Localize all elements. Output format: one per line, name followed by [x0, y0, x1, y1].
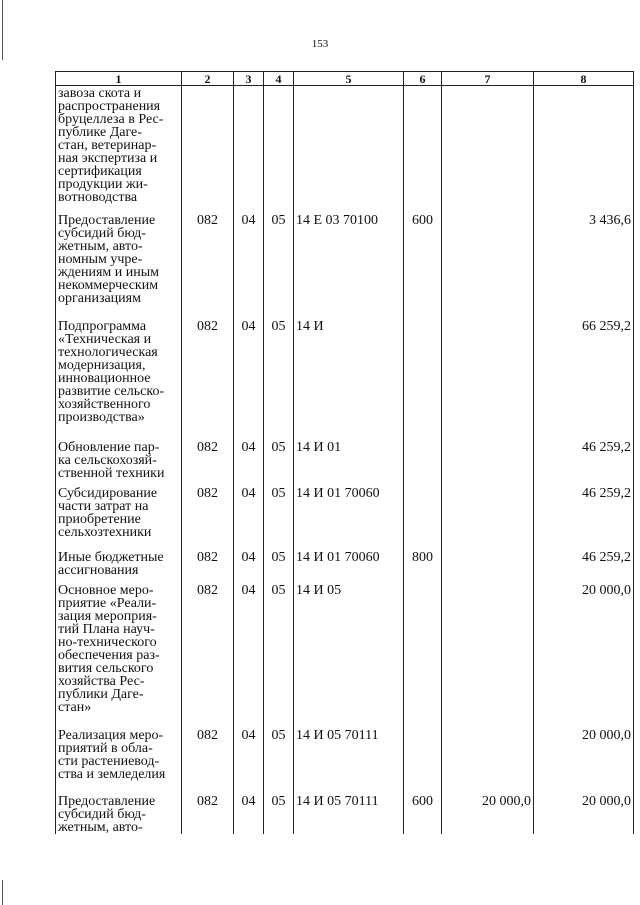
department-code-value: 082 — [197, 439, 218, 455]
department-code — [182, 548, 234, 581]
department-code-value: 082 — [197, 727, 218, 743]
row-name — [56, 581, 182, 726]
scan-margin-line — [2, 880, 3, 905]
scan-margin-line — [2, 0, 3, 60]
budget-table — [55, 71, 634, 834]
row-name-line: вития сельского — [58, 660, 154, 676]
amount-col8 — [534, 317, 634, 438]
row-name-line: некоммерческим — [58, 277, 159, 293]
row-name — [56, 317, 182, 438]
department-code — [182, 317, 234, 438]
table-row — [56, 438, 634, 484]
subsection-code — [264, 484, 294, 548]
row-name-line: развитие сельско- — [58, 383, 165, 399]
row-name-line: ственной техники — [58, 465, 165, 481]
row-name-line: стан» — [58, 699, 92, 715]
row-name-line: сти растениевод- — [58, 753, 160, 769]
expense-type-code-value: 600 — [412, 212, 433, 228]
subsection-code-value: 05 — [271, 318, 286, 334]
subsection-code-value: 05 — [271, 549, 286, 565]
subsection-code-value: 05 — [271, 727, 286, 743]
subsection-code-value: 05 — [271, 793, 286, 809]
table-row — [56, 484, 634, 548]
row-name-line: субсидий бюд- — [58, 225, 146, 241]
table-row — [56, 792, 634, 834]
expense-type-code — [404, 484, 442, 548]
department-code-value: 082 — [197, 212, 218, 228]
row-name-line: части затрат на — [58, 498, 149, 514]
row-name-line: зация мероприя- — [58, 608, 157, 624]
amount-col7 — [442, 317, 534, 438]
row-name-line: Иные бюджетные — [58, 549, 164, 565]
target-item-code — [294, 792, 404, 834]
expense-type-code — [404, 211, 442, 317]
amount-col7 — [442, 438, 534, 484]
row-name-line: ждениям и иным — [58, 264, 160, 280]
row-name-line: продукции жи- — [58, 177, 148, 192]
section-code-value: 04 — [241, 582, 256, 598]
table-header-row — [56, 72, 634, 86]
target-item-code-value: 14 И 01 — [296, 439, 342, 455]
expense-type-code — [404, 438, 442, 484]
amount-col8 — [534, 484, 634, 548]
table-row — [56, 86, 634, 211]
department-code-value: 082 — [197, 318, 218, 334]
row-name-line: публики Даге- — [58, 686, 144, 702]
row-name-line: ка сельскохозяй- — [58, 452, 157, 468]
row-name-line: сельхозтехники — [58, 524, 152, 540]
row-name-line: стан, ветеринар- — [58, 138, 157, 153]
row-name-line: ная экспертиза и — [58, 151, 158, 166]
amount-col7 — [442, 211, 534, 317]
row-name — [56, 484, 182, 548]
row-name-line: приятие «Реали- — [58, 595, 157, 611]
section-code-value: 04 — [241, 793, 256, 809]
department-code — [182, 581, 234, 726]
amount-col7 — [442, 86, 534, 211]
expense-type-code — [404, 86, 442, 211]
row-name-line: но-технического — [58, 634, 157, 650]
section-code — [234, 792, 264, 834]
department-code-value: 082 — [197, 485, 218, 501]
amount-col7 — [442, 581, 534, 726]
subsection-code — [264, 86, 294, 211]
row-name-line: публике Даге- — [58, 125, 142, 140]
amount-col8 — [534, 86, 634, 211]
row-name-line: приобретение — [58, 511, 141, 527]
table-row — [56, 548, 634, 581]
department-code — [182, 792, 234, 834]
column-header: 2 — [182, 72, 234, 86]
amount-col8-value: 46 259,2 — [582, 485, 631, 501]
department-code-value: 082 — [197, 793, 218, 809]
target-item-code — [294, 438, 404, 484]
row-name — [56, 86, 182, 211]
amount-col8-value: 3 436,6 — [589, 212, 631, 228]
section-code — [234, 581, 264, 726]
row-name-line: обеспечения раз- — [58, 647, 160, 663]
row-name-line: субсидий бюд- — [58, 806, 146, 822]
column-header: 1 — [56, 72, 182, 86]
subsection-code — [264, 548, 294, 581]
department-code — [182, 484, 234, 548]
target-item-code — [294, 211, 404, 317]
expense-type-code — [404, 792, 442, 834]
row-name-line: Основное меро- — [58, 582, 154, 598]
table-row — [56, 317, 634, 438]
row-name-line: сертификация — [58, 164, 142, 179]
target-item-code-value: 14 И — [296, 318, 324, 334]
expense-type-code-value: 600 — [412, 793, 433, 809]
expense-type-code — [404, 317, 442, 438]
column-header: 7 — [442, 72, 534, 86]
section-code — [234, 484, 264, 548]
amount-col8 — [534, 438, 634, 484]
subsection-code-value: 05 — [271, 212, 286, 228]
row-name-line: жетным, авто- — [58, 238, 143, 254]
amount-col8-value: 46 259,2 — [582, 439, 631, 455]
expense-type-code-value: 800 — [412, 549, 433, 565]
row-name — [56, 726, 182, 792]
expense-type-code — [404, 548, 442, 581]
target-item-code-value: 14 И 05 70111 — [296, 793, 379, 809]
amount-col7 — [442, 726, 534, 792]
amount-col7 — [442, 792, 534, 834]
amount-col8 — [534, 792, 634, 834]
amount-col8-value: 20 000,0 — [582, 793, 631, 809]
section-code-value: 04 — [241, 727, 256, 743]
department-code-value: 082 — [197, 549, 218, 565]
department-code — [182, 211, 234, 317]
target-item-code — [294, 548, 404, 581]
subsection-code — [264, 792, 294, 834]
section-code — [234, 548, 264, 581]
subsection-code-value: 05 — [271, 485, 286, 501]
row-name-line: жетным, авто- — [58, 819, 143, 835]
target-item-code-value: 14 И 01 70060 — [296, 549, 380, 565]
row-name — [56, 548, 182, 581]
row-name-line: бруцеллеза в Рес- — [58, 112, 164, 127]
row-name-line: модернизация, — [58, 357, 146, 373]
row-name-line: хозяйственного — [58, 396, 151, 412]
target-item-code — [294, 484, 404, 548]
section-code — [234, 438, 264, 484]
table-row — [56, 726, 634, 792]
row-name-line: завоза скота и — [58, 86, 142, 101]
target-item-code-value: 14 И 05 — [296, 582, 342, 598]
column-header: 3 — [234, 72, 264, 86]
row-name-line: тий Плана науч- — [58, 621, 155, 637]
target-item-code-value: 14 И 05 70111 — [296, 727, 379, 743]
amount-col8-value: 66 259,2 — [582, 318, 631, 334]
amount-col8-value: 46 259,2 — [582, 549, 631, 565]
row-name-line: Подпрограмма — [58, 318, 147, 334]
section-code — [234, 726, 264, 792]
section-code — [234, 317, 264, 438]
amount-col8-value: 20 000,0 — [582, 727, 631, 743]
target-item-code — [294, 581, 404, 726]
subsection-code-value: 05 — [271, 439, 286, 455]
table-row — [56, 211, 634, 317]
row-name-line: Предоставление — [58, 793, 156, 809]
row-name-line: производства» — [58, 409, 145, 425]
row-name-line: Предоставление — [58, 212, 156, 228]
row-name — [56, 792, 182, 834]
row-name-line: приятий в обла- — [58, 740, 153, 756]
department-code — [182, 726, 234, 792]
target-item-code — [294, 86, 404, 211]
amount-col8 — [534, 581, 634, 726]
subsection-code — [264, 317, 294, 438]
row-name-line: инновационное — [58, 370, 151, 386]
expense-type-code — [404, 726, 442, 792]
row-name — [56, 211, 182, 317]
row-name-line: ства и земледелия — [58, 766, 166, 782]
subsection-code-value: 05 — [271, 582, 286, 598]
section-code — [234, 211, 264, 317]
target-item-code — [294, 726, 404, 792]
target-item-code-value: 14 И 01 70060 — [296, 485, 380, 501]
column-header: 6 — [404, 72, 442, 86]
target-item-code — [294, 317, 404, 438]
row-name-line: вотноводства — [58, 190, 138, 205]
row-name-line: организациям — [58, 290, 141, 306]
row-name-line: номным учре- — [58, 251, 143, 267]
row-name-line: хозяйства Рес- — [58, 673, 145, 689]
section-code-value: 04 — [241, 212, 256, 228]
department-code — [182, 438, 234, 484]
amount-col8 — [534, 211, 634, 317]
table-row — [56, 581, 634, 726]
column-header: 4 — [264, 72, 294, 86]
row-name-line: технологическая — [58, 344, 158, 360]
row-name-line: Субсидирование — [58, 485, 158, 501]
amount-col7 — [442, 484, 534, 548]
column-header: 8 — [534, 72, 634, 86]
subsection-code — [264, 211, 294, 317]
section-code — [234, 86, 264, 211]
section-code-value: 04 — [241, 485, 256, 501]
amount-col7-value: 20 000,0 — [482, 793, 531, 809]
section-code-value: 04 — [241, 549, 256, 565]
expense-type-code — [404, 581, 442, 726]
amount-col8 — [534, 548, 634, 581]
department-code-value: 082 — [197, 582, 218, 598]
amount-col8 — [534, 726, 634, 792]
department-code — [182, 86, 234, 211]
subsection-code — [264, 726, 294, 792]
amount-col7 — [442, 548, 534, 581]
column-header: 5 — [294, 72, 404, 86]
amount-col8-value: 20 000,0 — [582, 582, 631, 598]
section-code-value: 04 — [241, 439, 256, 455]
row-name — [56, 438, 182, 484]
row-name-line: «Техническая и — [58, 331, 152, 347]
row-name-line: Реализация меро- — [58, 727, 164, 743]
row-name-line: Обновление пар- — [58, 439, 160, 455]
subsection-code — [264, 438, 294, 484]
row-name-line: распространения — [58, 99, 161, 114]
page-number: 153 — [311, 38, 329, 50]
subsection-code — [264, 581, 294, 726]
row-name-line: ассигнования — [58, 562, 139, 578]
target-item-code-value: 14 Е 03 70100 — [296, 212, 379, 228]
section-code-value: 04 — [241, 318, 256, 334]
